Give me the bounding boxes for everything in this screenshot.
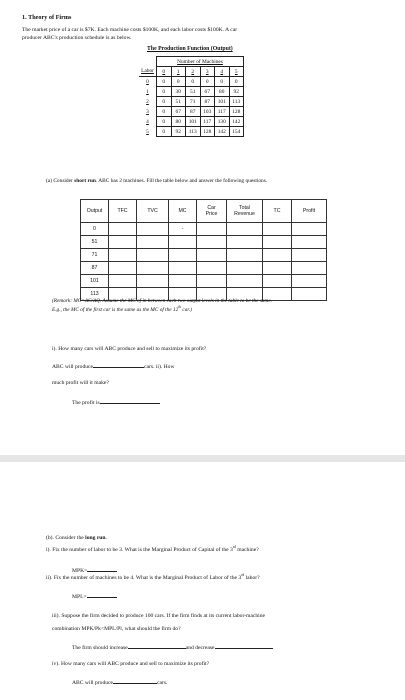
profit-cell[interactable] [292,262,327,275]
output-value: 101 [81,275,109,288]
question-b-iii-line-2: combination MPK/Pk<MPL/Pl, what should the firm do? [52,626,181,632]
tvc-cell[interactable] [137,275,169,288]
output-cell: 0 [157,87,172,97]
abc-produce-label: ABC will produce [52,364,94,370]
profit-is-label: The profit is [72,400,100,406]
revenue-cell[interactable] [227,275,263,288]
abc-produce-line [52,362,174,371]
output-cell: 142 [229,117,244,127]
production-function-table [139,56,244,137]
machine-col: 3 [200,67,215,77]
output-cell: 130 [215,117,230,127]
output-cell: 117 [200,117,215,127]
table-row [81,262,327,275]
output-cell: 87 [186,107,201,117]
cars-answer-blank-2[interactable] [113,678,157,684]
output-cell: 142 [215,127,230,137]
output-cell: 0 [157,117,172,127]
cars-label: cars. [157,680,168,686]
mpk-line [72,566,117,575]
question-b-i-superscript: rd [232,545,236,550]
header-tfc: TFC [109,200,137,223]
output-cell: 51 [186,87,201,97]
profit-answer-blank[interactable] [100,398,160,404]
question-a-i: i). How many cars will ABC produce and sell to maximize its profit? [52,346,207,352]
table-row [139,97,244,107]
machines-header: Number of Machines [157,57,244,67]
revenue-cell[interactable] [227,249,263,262]
header-output: Output [81,200,109,223]
table-row [139,117,244,127]
output-cell: 113 [229,97,244,107]
output-cell: 101 [215,97,230,107]
remark-superscript: th [178,305,182,310]
question-b-iii-line-1: iii). Suppose the firm decided to produce 100 cars. If the firm finds at its current labor-machine [52,613,266,619]
profit-cell[interactable] [292,288,327,301]
output-cell: 30 [171,87,186,97]
tc-cell[interactable] [263,249,292,262]
question-b-i-end: machine? [235,547,259,553]
header-total-revenue: Total Revenue [227,200,263,223]
production-table-title: The Production Function (Output) [147,46,233,52]
output-cell: 0 [229,77,244,87]
header-tc: TC [263,200,292,223]
decrease-answer-blank[interactable] [215,643,273,649]
question-a-bold: short run [74,178,96,184]
labor-value: 0 [146,78,149,85]
price-cell[interactable] [197,223,227,236]
tc-cell[interactable] [263,223,292,236]
mpl-line [72,592,117,601]
remark-text: E.g., the MC of the first car is the same as the MC of the 12 [52,307,179,313]
question-b-prefix: (b). Consider the [46,535,86,541]
tvc-cell[interactable] [137,236,169,249]
tfc-cell[interactable] [109,249,137,262]
profit-question: much profit will it make? [52,380,109,386]
output-cell: 128 [200,127,215,137]
mc-cell[interactable] [169,275,197,288]
output-cell: 0 [157,127,172,137]
mpl-label: MPL= [72,594,87,600]
question-b-ii [46,575,260,582]
remark-text-end: car.) [181,307,192,313]
question-b [46,535,107,542]
intro-text-line-2: producer ABC's production schedule is as below. [22,35,132,41]
labor-value: 5 [146,128,149,135]
profit-cell[interactable] [292,275,327,288]
mc-cell[interactable] [169,262,197,275]
tc-cell[interactable] [263,275,292,288]
output-cell: 80 [215,87,230,97]
profit-line [72,398,160,407]
mpk-answer-blank[interactable] [87,566,117,572]
output-cell: 67 [171,107,186,117]
output-cell: 92 [229,87,244,97]
machine-col: 2 [186,67,201,77]
labor-value: 4 [146,118,149,125]
table-row [139,127,244,137]
header-mc: MC [169,200,197,223]
price-cell[interactable] [197,262,227,275]
remark-line-2 [52,307,192,314]
output-cell: 0 [186,77,201,87]
tfc-cell[interactable] [109,275,137,288]
output-cell: 0 [157,77,172,87]
output-cell: 117 [215,107,230,117]
table-row [81,275,327,288]
output-cell: 101 [186,117,201,127]
decrease-label: and decrease [185,645,215,651]
labor-value: 2 [146,98,149,105]
labor-value: 3 [146,108,149,115]
cars-answer-blank[interactable] [93,362,144,368]
revenue-cell[interactable] [227,236,263,249]
question-b-ii-superscript: rd [241,573,245,578]
output-cell: 0 [200,77,215,87]
output-cell: 71 [186,97,201,107]
header-car-price: Car Price [197,200,227,223]
increase-decrease-line [72,643,273,652]
tc-cell[interactable] [263,236,292,249]
output-cell: 87 [200,97,215,107]
labor-header: Labor [139,67,157,77]
question-a-suffix: . ABC has 2 machines. Fill the table below and answer the following questions. [95,178,268,184]
output-cell: 92 [171,127,186,137]
output-value: 113 [81,288,109,301]
question-a-prefix: (a) Consider [46,178,75,184]
tvc-cell[interactable] [137,223,169,236]
output-cell: 80 [171,117,186,127]
question-b-i [46,547,259,554]
mc-cell[interactable]: - [169,223,197,236]
price-cell[interactable] [197,236,227,249]
output-value: 51 [81,236,109,249]
short-run-table [80,199,327,301]
table-row [81,249,327,262]
mc-cell[interactable] [169,249,197,262]
question-b-suffix: . [105,535,107,541]
output-cell: 51 [171,97,186,107]
increase-label: The firm should increase [72,645,128,651]
increase-answer-blank[interactable] [128,643,186,649]
price-cell[interactable] [197,275,227,288]
question-b-i-text: i). Fix the number of labor to be 3. What is the Marginal Product of Capital of the 3 [46,547,233,553]
question-b-iv: iv). How many cars will ABC produce and sell to maximize its profit? [52,661,210,667]
machine-col: 4 [215,67,230,77]
machine-col: 5 [229,67,244,77]
section-title: 1. Theory of Firms [22,14,72,21]
mpl-answer-blank[interactable] [87,592,117,598]
output-value: 0 [81,223,109,236]
abc-produce-line-2 [72,678,167,687]
mpk-label: MPK= [72,568,88,574]
page-2 [0,462,405,700]
table-row [81,236,327,249]
remark-line-1: (Remark: MC=ΔC/ΔQ. Assume the MC of in between each two output levels in the table to be the same. [52,298,273,304]
tvc-cell[interactable] [137,249,169,262]
tfc-cell[interactable] [109,236,137,249]
header-tvc: TVC [137,200,169,223]
question-b-ii-end: labor? [244,575,260,581]
price-cell[interactable] [197,249,227,262]
output-cell: 0 [157,107,172,117]
question-b-ii-text: ii). Fix the number of machines to be 4. What is the Marginal Product of Labor of the 3 [46,575,242,581]
mc-cell[interactable] [169,236,197,249]
machine-col: 1 [171,67,186,77]
table-row [139,107,244,117]
machine-col: 0 [157,67,172,77]
abc-produce-label-2: ABC will produce [72,680,114,686]
output-cell: 154 [229,127,244,137]
labor-value: 1 [146,88,149,95]
header-profit: Profit [292,200,327,223]
tvc-cell[interactable] [137,262,169,275]
output-cell: 113 [186,127,201,137]
output-cell: 128 [229,107,244,117]
intro-text-line-1: The market price of a car is $7K. Each machine costs $100K, and each labor costs $100K. A car [22,27,238,33]
profit-cell[interactable] [292,236,327,249]
tfc-cell[interactable] [109,262,137,275]
output-cell: 67 [200,87,215,97]
output-cell: 0 [157,97,172,107]
question-b-bold: long run [85,535,106,541]
table-row [139,87,244,97]
output-value: 71 [81,249,109,262]
table-row [81,223,327,236]
profit-cell[interactable] [292,223,327,236]
cars-ii-text: cars. ii). How [144,364,175,370]
revenue-cell[interactable] [227,262,263,275]
tc-cell[interactable] [263,262,292,275]
output-value: 87 [81,262,109,275]
revenue-cell[interactable] [227,223,263,236]
profit-cell[interactable] [292,249,327,262]
tfc-cell[interactable] [109,223,137,236]
output-cell: 0 [215,77,230,87]
table-row [139,77,244,87]
question-a [46,178,267,185]
output-cell: 0 [171,77,186,87]
output-cell: 103 [200,107,215,117]
